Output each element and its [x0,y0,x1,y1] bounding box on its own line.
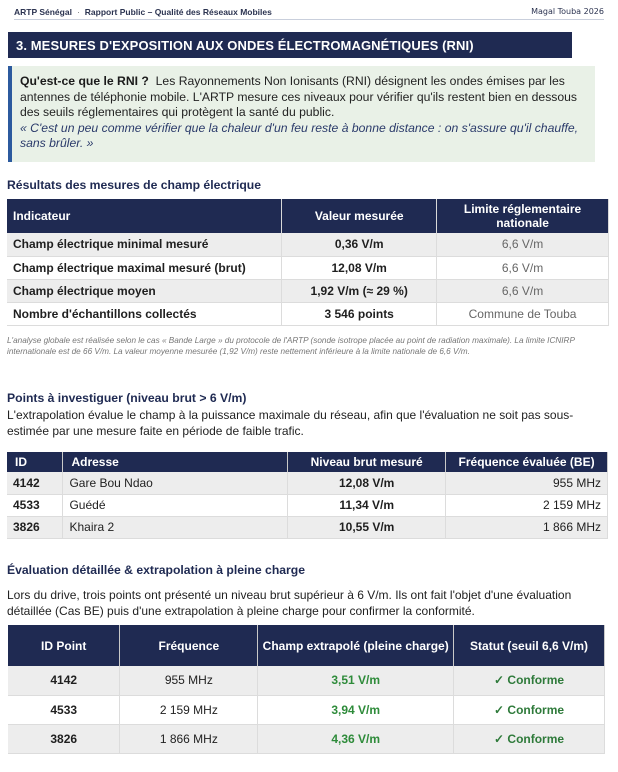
level-cell: 12,08 V/m [288,472,446,494]
table-row [7,302,609,325]
value-cell: 1,92 V/m (≈ 29 %) [282,279,437,302]
freq-cell: 2 159 MHz [446,494,608,516]
field-cell: 4,36 V/m [258,724,454,753]
table-row [8,695,605,724]
status-badge: ✓ Conforme [454,724,605,753]
evaluation-table [8,625,605,754]
limit-cell: 6,6 V/m [437,233,609,256]
results-title: Résultats des mesures de champ électrique [7,178,262,192]
level-cell: 10,55 V/m [288,516,446,538]
points-header-address: Adresse [63,452,288,472]
points-header-freq: Fréquence évaluée (BE) [446,452,608,472]
results-table [7,199,609,326]
info-lead: Qu'est-ce que le RNI ? [20,74,149,88]
freq-cell: 1 866 MHz [120,724,258,753]
limit-cell: 6,6 V/m [437,279,609,302]
header-report: Rapport Public – Qualité des Réseaux Mobiles [84,6,272,17]
results-note: L'analyse globale est réalisée selon le cas « Bande Large » du protocole de l'ARTP (sonde isotrope placée au point de radiation maximale). La limite ICNIRP internationale est de 66 V/m. La valeur moyenne mesurée (1,92 V/m) reste nettement inférieure à la limite nationale de 6,6 V/m. [7,336,575,356]
freq-cell: 2 159 MHz [120,695,258,724]
freq-cell: 955 MHz [120,666,258,695]
table-row [7,494,608,516]
header-left [14,7,272,17]
address-cell: Guédé [63,494,288,516]
table-row [7,516,608,538]
results-header-indicator: Indicateur [7,199,282,233]
info-quote: « C'est un peu comme vérifier que la chaleur d'un feu reste à bonne distance : on s'assure qu'il chauffe, sans brûler. » [20,120,579,150]
id-cell: 3826 [7,516,63,538]
id-cell: 4533 [7,494,63,516]
rni-info-box [8,66,595,162]
evaluation-header-row [8,625,605,666]
table-row [7,279,609,302]
id-cell: 3826 [8,724,120,753]
results-header-value: Valeur mesurée [282,199,437,233]
evaluation-header-field: Champ extrapolé (pleine charge) [258,625,454,666]
freq-cell: 1 866 MHz [446,516,608,538]
table-row [7,233,609,256]
points-header-row [7,452,608,472]
points-table [7,452,608,539]
points-header-id: ID [7,452,63,472]
value-cell: 3 546 points [282,302,437,325]
table-row [8,724,605,753]
info-text: Les Rayonnements Non Ionisants (RNI) désignent les ondes émises par les antennes de téléphonie mobile. L'ARTP mesure ces niveaux pour vérifier qu'ils restent bien en dessous des seuils réglementaires qui protègent la santé du public. [20,74,578,119]
points-text: L'extrapolation évalue le champ à la puissance maximale du réseau, afin que l'évaluation ne soit pas sous-estimée par une mesure faite en période de faible trafic. [7,408,574,438]
indicator-cell: Champ électrique maximal mesuré (brut) [7,256,282,279]
field-cell: 3,51 V/m [258,666,454,695]
evaluation-text: Lors du drive, trois points ont présenté un niveau brut supérieur à 6 V/m. Ils ont fait l'objet d'une évaluation détaillée (Cas BE) puis d'une extrapolation à pleine charge pour confirmer la conformité. [7,588,572,618]
field-cell: 3,94 V/m [258,695,454,724]
table-row [7,472,608,494]
value-cell: 0,36 V/m [282,233,437,256]
results-header-row [7,199,609,233]
header-separator: · [76,6,80,17]
status-badge: ✓ Conforme [454,695,605,724]
page-header [14,4,604,20]
evaluation-header-status: Statut (seuil 6,6 V/m) [454,625,605,666]
table-row [8,666,605,695]
limit-cell: 6,6 V/m [437,256,609,279]
header-org: ARTP Sénégal [14,6,72,17]
evaluation-header-id: ID Point [8,625,120,666]
id-cell: 4533 [8,695,120,724]
table-row [7,256,609,279]
id-cell: 4142 [7,472,63,494]
level-cell: 11,34 V/m [288,494,446,516]
header-event: Magal Touba 2026 [531,7,604,16]
indicator-cell: Champ électrique minimal mesuré [7,233,282,256]
id-cell: 4142 [8,666,120,695]
points-title: Points à investiguer (niveau brut > 6 V/m) [7,391,247,405]
status-badge: ✓ Conforme [454,666,605,695]
freq-cell: 955 MHz [446,472,608,494]
evaluation-header-freq: Fréquence [120,625,258,666]
evaluation-title: Évaluation détaillée & extrapolation à pleine charge [7,563,306,577]
address-cell: Gare Bou Ndao [63,472,288,494]
indicator-cell: Champ électrique moyen [7,279,282,302]
indicator-cell: Nombre d'échantillons collectés [7,302,282,325]
value-cell: 12,08 V/m [282,256,437,279]
section-title: 3. MESURES D'EXPOSITION AUX ONDES ÉLECTROMAGNÉTIQUES (RNI) [8,32,572,58]
points-header-level: Niveau brut mesuré [288,452,446,472]
limit-cell: Commune de Touba [437,302,609,325]
results-header-limit: Limite réglementaire nationale [437,199,609,233]
address-cell: Khaira 2 [63,516,288,538]
